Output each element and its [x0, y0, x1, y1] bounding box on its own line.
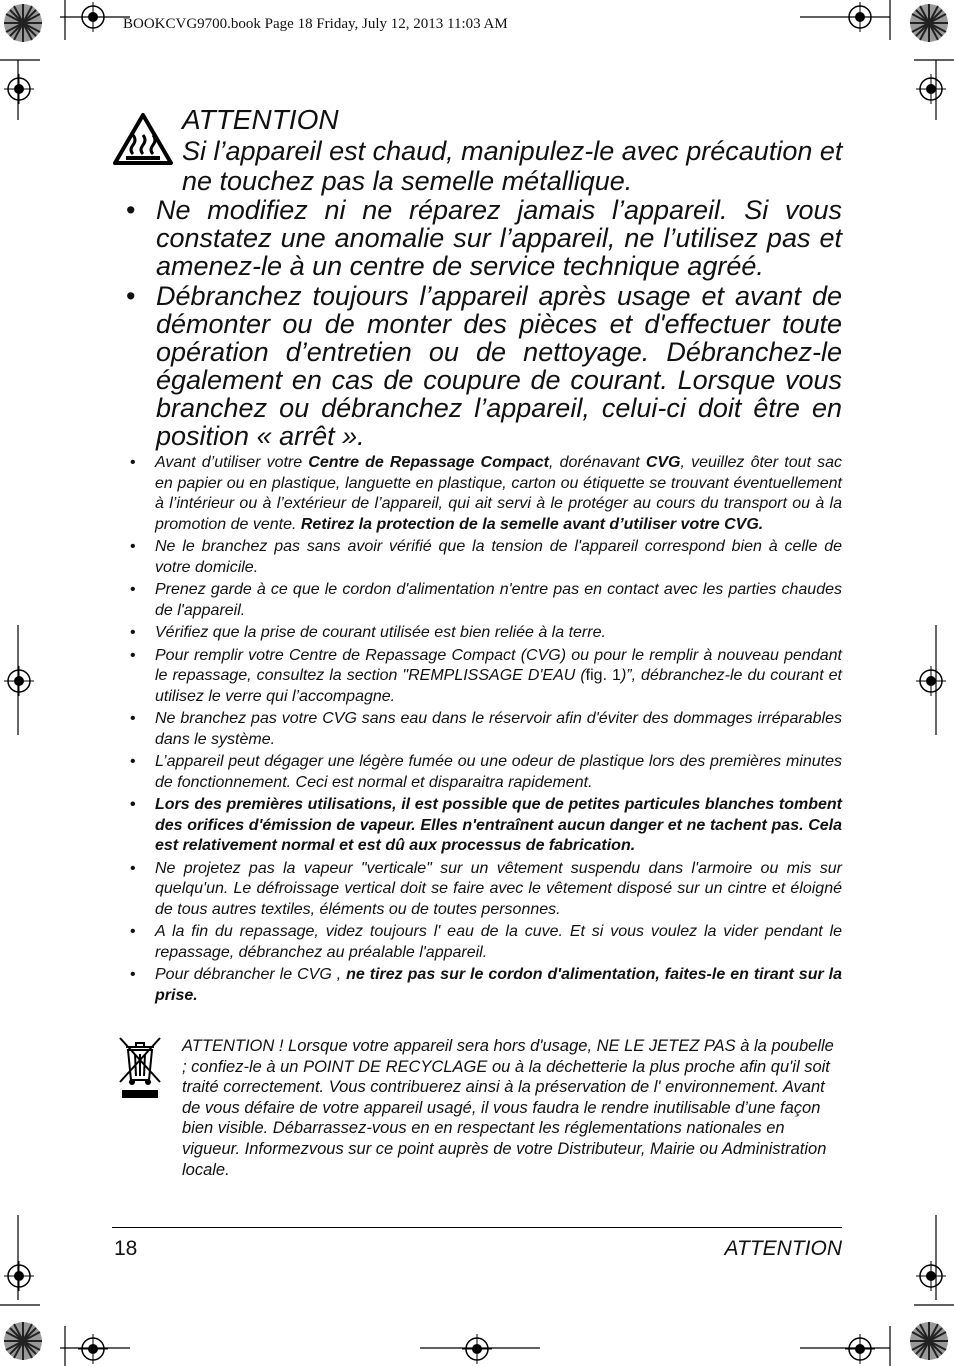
warning-text: Si l’appareil est chaud, manipulez-le avec précaution et ne touchez pas la semelle métallique.	[182, 136, 843, 196]
page-number: 18	[114, 1237, 138, 1260]
item-emphasis: Retirez la protection de la semelle avant d’utiliser votre CVG.	[300, 515, 764, 533]
crossed-bin-icon	[116, 1036, 164, 1100]
item-text: Pour débrancher le CVG ,	[155, 966, 347, 983]
list-item: • Avant d’utiliser votre Centre de Repassage Compact, dorénavant CVG, veuillez ôter tout sac en papier ou en plastique, languette en plastique, carton ou étiquette se trouvant éventuellement à l’intérieur ou à l’extérieur de l’appareil, qui ait servi à le protéger au cours du transport ou à la promotion de vente. Retirez la protection de la semelle avant d’utiliser votre CVG.	[130, 454, 842, 533]
color-wheel-icon	[908, 1320, 950, 1362]
recycling-notice: ATTENTION ! Lorsque votre appareil sera hors d'usage, NE LE JETEZ PAS à la poubelle ; confiez-le à un POINT DE RECYCLAGE ou à la déchetterie la plus proche afin qu'il soit traité correctement. Vous contribuerez ainsi à la préservation de l' environnement. Avant de vous défaire de votre appareil usagé, il vous faudra le rendre inutilisable d’une façon bien visible. Débarrassez-vous en en respectant les réglementations nationales en vigueur. Informezvous sur ce point auprès de votre Distributeur, Mairie ou Administration locale.	[182, 1037, 834, 1179]
list-item: • A la fin du repassage, videz toujours l' eau de la cuve. Et si vous voulez la vider pendant le repassage, débranchez au préalable l'appareil.	[130, 923, 842, 961]
list-item: • Débranchez toujours l’appareil après usage et avant de démonter ou de monter des pièces et d'effectuer toute opération d’entretien ou de nettoyage. Débranchez-le également en cas de coupure de courant. Lorsque vous branchez ou débranchez l’appareil, celui-ci doit être en position « arrêt ».	[126, 281, 842, 451]
registration-mark-icon	[845, 2, 875, 32]
item-text: Lors des premières utilisations, il est possible que de petites particules blanches tombent des orifices d'émission de vapeur. Elles n'entraînent aucun danger et ne tachent pas. Cela est relativement normal et est dû aux processus de fabrication.	[155, 796, 842, 854]
item-text: Avant d’utiliser votre	[155, 454, 309, 471]
color-wheel-icon	[2, 2, 44, 44]
item-text: , veuillez ôter tout sac en papier ou en plastique, languette en plastique, carton ou étiquette se trouvant éventuellement à l’intérieur ou à l’extérieur de l’appareil, qui ait servi à le protéger au cours du transport ou à la promotion de vente.	[155, 454, 842, 533]
registration-mark-icon	[78, 1334, 108, 1364]
product-name: Centre de Repassage Compact	[308, 454, 550, 471]
registration-mark-icon	[916, 74, 946, 104]
figure-reference: fig. 1	[585, 667, 621, 684]
product-abbrev: CVG	[645, 454, 681, 471]
registration-mark-icon	[4, 74, 34, 104]
item-text: Débranchez toujours l’appareil après usage et avant de démonter ou de monter des pièces et d'effectuer toute opération d’entretien ou de nettoyage. Débranchez-le également en cas de coupure de courant. Lorsque vous branchez ou débranchez l’appareil, celui-ci doit être en position « arrêt ».	[156, 281, 842, 451]
item-text: L’appareil peut dégager une légère fumée ou une odeur de plastique lors des premières minutes de fonctionnement. Ceci est normal et disparaitra rapidement.	[155, 753, 842, 791]
safety-instructions-list	[126, 453, 842, 1008]
item-text: Ne branchez pas votre CVG sans eau dans le réservoir afin d'éviter des dommages irréparables dans le système.	[155, 710, 842, 748]
item-text: , dorénavant	[549, 454, 646, 471]
registration-mark-icon	[4, 666, 34, 696]
major-warnings-list	[126, 196, 842, 452]
list-item: • Pour remplir votre Centre de Repassage Compact (CVG) ou pour le remplir à nouveau pendant le repassage, consultez la section "REMPLISSAGE D'EAU (fig. 1)”, débranchez-le du courant et utilisez le verre qui l’accompagne.	[130, 646, 842, 705]
registration-mark-icon	[462, 1334, 492, 1364]
footer-section-title: ATTENTION	[724, 1237, 842, 1260]
color-wheel-icon	[908, 2, 950, 44]
item-text: Vérifiez que la prise de courant utilisée est bien reliée à la terre.	[155, 624, 606, 641]
registration-mark-icon	[4, 1261, 34, 1291]
list-item: • Ne modifiez ni ne réparez jamais l’appareil. Si vous constatez une anomalie sur l’appareil, ne l’utilisez pas et amenez-le à un centre de service technique agréé.	[126, 195, 842, 281]
list-item: • Ne branchez pas votre CVG sans eau dans le réservoir afin d'éviter des dommages irréparables dans le système.	[130, 710, 842, 748]
item-text: Ne le branchez pas sans avoir vérifié que la tension de l'appareil correspond bien à celle de votre domicile.	[155, 538, 842, 576]
list-item: • Pour débrancher le CVG , ne tirez pas sur le cordon d'alimentation, faites-le en tirant sur la prise.	[130, 966, 842, 1004]
hot-surface-warning-icon	[112, 112, 174, 166]
registration-mark-icon	[916, 666, 946, 696]
item-text: Prenez garde à ce que le cordon d'alimentation n'entre pas en contact avec les parties chaudes de l'appareil.	[155, 581, 842, 619]
print-header: BOOKCVG9700.book Page 18 Friday, July 12, 2013 11:03 AM	[123, 16, 508, 32]
item-emphasis: ne tirez pas sur le cordon d'alimentation, faites-le en tirant sur la prise.	[155, 966, 842, 1004]
item-text: Pour remplir votre Centre de Repassage Compact (CVG) ou pour le remplir à nouveau pendant le repassage, consultez la section "REMPLISSAGE D'EAU (	[155, 646, 842, 684]
item-text: Ne projetez pas la vapeur "verticale" sur un vêtement suspendu dans l'armoire ou mis sur quelqu'un. Le défroissage vertical doit se faire avec le vêtement disposé sur un cintre et éloigné de tous autres textiles, éléments ou de toutes personnes.	[155, 859, 842, 918]
registration-mark-icon	[916, 1261, 946, 1291]
list-item: • Vérifiez que la prise de courant utilisée est bien reliée à la terre.	[130, 624, 606, 641]
item-text: )”, débranchez-le du courant et utilisez le verre qui l’accompagne.	[155, 667, 842, 705]
list-item: • Ne projetez pas la vapeur "verticale" sur un vêtement suspendu dans l'armoire ou mis sur quelqu'un. Le défroissage vertical doit se faire avec le vêtement disposé sur un cintre et éloigné de tous autres textiles, éléments ou de toutes personnes.	[130, 859, 842, 918]
list-item: • L’appareil peut dégager une légère fumée ou une odeur de plastique lors des premières minutes de fonctionnement. Ceci est normal et disparaitra rapidement.	[130, 753, 842, 791]
registration-mark-icon	[78, 2, 108, 32]
item-text: Ne modifiez ni ne réparez jamais l’appareil. Si vous constatez une anomalie sur l’appareil, ne l’utilisez pas et amenez-le à un centre de service technique agréé.	[156, 195, 842, 281]
registration-mark-icon	[845, 1334, 875, 1364]
warning-title: ATTENTION	[182, 104, 339, 135]
footer-divider	[112, 1227, 842, 1228]
list-item: • Lors des premières utilisations, il est possible que de petites particules blanches tombent des orifices d'émission de vapeur. Elles n'entraînent aucun danger et ne tachent pas. Cela est relativement normal et est dû aux processus de fabrication.	[130, 796, 842, 854]
item-text: A la fin du repassage, videz toujours l' eau de la cuve. Et si vous voulez la vider pendant le repassage, débranchez au préalable l'appareil.	[155, 923, 842, 961]
list-item: • Ne le branchez pas sans avoir vérifié que la tension de l'appareil correspond bien à celle de votre domicile.	[130, 538, 842, 576]
list-item: • Prenez garde à ce que le cordon d'alimentation n'entre pas en contact avec les parties chaudes de l'appareil.	[130, 581, 842, 619]
color-wheel-icon	[2, 1320, 44, 1362]
